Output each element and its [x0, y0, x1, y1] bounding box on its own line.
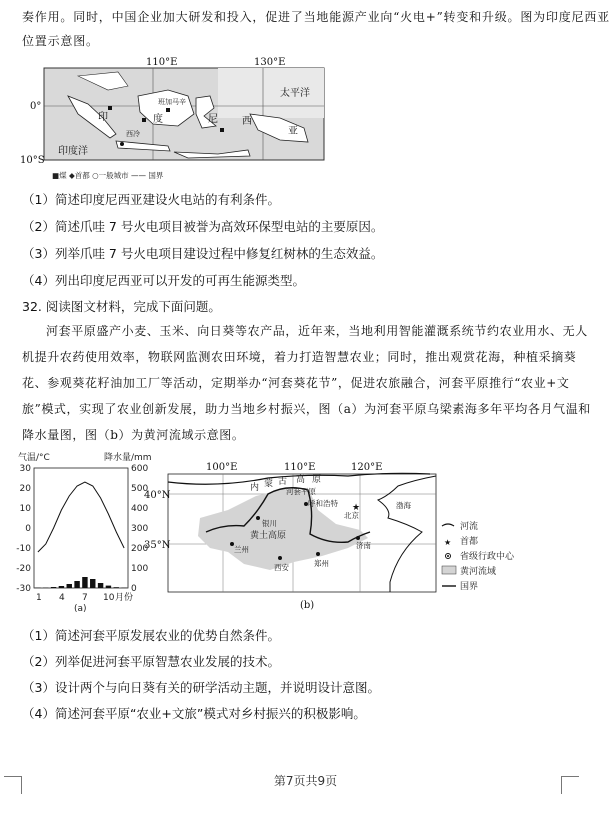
legend-item: 国界: [460, 582, 479, 592]
precip-bar: [59, 586, 64, 588]
page-footer: 第7页共9页: [273, 774, 338, 788]
right-tick-label: 600: [131, 464, 149, 474]
legend-item: 河流: [460, 522, 479, 532]
x-unit: 月份: [115, 593, 134, 603]
q32-item-1: （1）简述河套平原发展农业的优势自然条件。: [22, 628, 280, 643]
q32-paragraph: [22, 318, 592, 448]
left-tick-label: 20: [19, 484, 31, 494]
q32-item-3: （3）设计两个与向日葵有关的研学活动主题，并说明设计意图。: [22, 680, 380, 695]
left-tick-label: -20: [16, 564, 31, 574]
map1-legend: ■煤 ◆首都 ○一般城市 —— 国界: [52, 171, 164, 180]
precip-bar: [67, 584, 72, 588]
map1-city: 西冷: [126, 130, 140, 138]
right-tick-label: 0: [131, 584, 137, 594]
intro-line-1: 奏作用。同时，中国企业加大研发和投入，促进了当地能源产业向“火电+”转变和升级。图为印度尼西亚: [22, 10, 610, 24]
map1-lon1: 110°E: [146, 57, 178, 68]
right-tick-label: 300: [131, 524, 149, 534]
x-tick: 4: [59, 593, 65, 603]
map-b-city: 济南: [356, 541, 371, 550]
map-b-region: 内: [250, 483, 260, 493]
map-b-city: 郑州: [314, 559, 329, 568]
map1-pacific: 太平洋: [280, 88, 310, 99]
map-b-city: 北京: [344, 511, 359, 520]
map-b-sea: 渤海: [396, 501, 411, 510]
map-b-region: 高: [296, 475, 306, 485]
x-tick: 7: [82, 593, 88, 603]
map-b-lon: 110°E: [284, 462, 316, 473]
map1-lat2: 10°S: [20, 155, 45, 166]
map-b-city: 银川: [262, 519, 277, 528]
map-b-region: 蒙: [264, 479, 274, 489]
q31-item-3: （3）列举爪哇 7 号火电项目建设过程中修复红树林的生态效益。: [22, 246, 384, 261]
right-tick-label: 500: [131, 484, 149, 494]
temperature-line: [38, 482, 124, 552]
map-b-legend: [442, 520, 515, 592]
map-b-lon: 120°E: [351, 462, 383, 473]
map1-country-char: 度: [153, 114, 163, 125]
q31-item-4: （4）列出印度尼西亚可以开发的可再生能源类型。: [22, 273, 305, 288]
map-b-region: 河套平原: [286, 487, 316, 496]
x-tick: 10: [103, 593, 115, 603]
figures-area: [18, 452, 598, 612]
map1-country-char: 印: [98, 112, 108, 123]
map-b-lon: 100°E: [206, 462, 238, 473]
map-b-lat: 35°N: [144, 540, 171, 551]
svg-text:★: ★: [352, 503, 361, 513]
left-tick-label: 30: [19, 464, 31, 474]
map1-country-char: 西: [242, 116, 252, 127]
precip-bar: [98, 583, 103, 588]
map-b-lat: 40°N: [144, 490, 171, 501]
chart-a-caption: (a): [74, 604, 87, 614]
right-tick-label: 200: [131, 544, 149, 554]
left-tick-label: -30: [16, 584, 31, 594]
map1-lon2: 130°E: [254, 57, 286, 68]
precip-bar: [51, 587, 56, 588]
map1-city: 班加马辛: [158, 98, 186, 106]
map1-country-char: 亚: [288, 126, 298, 137]
x-tick: 1: [36, 593, 42, 603]
legend-item: 省级行政中心: [460, 552, 515, 562]
precip-bar: [90, 579, 95, 588]
precip-bar: [82, 577, 87, 588]
left-tick-label: -10: [16, 544, 31, 554]
left-tick-label: 10: [19, 504, 31, 514]
map-b-region: 黄土高原: [250, 531, 287, 541]
map1-country-char: 尼: [208, 114, 218, 125]
legend-item: 黄河流域: [460, 567, 497, 577]
q31-item-1: （1）简述印度尼西亚建设火电站的有利条件。: [22, 192, 280, 207]
map-b-region: 古: [278, 477, 288, 487]
q32-item-2: （2）列举促进河套平原智慧农业发展的技术。: [22, 654, 280, 669]
map-b-region: 原: [312, 475, 322, 485]
q32-title: 32. 阅读图文材料，完成下面问题。: [22, 299, 221, 314]
precip-bar: [114, 587, 119, 588]
q31-item-2: （2）简述爪哇 7 号火电项目被誉为高效环保型电站的主要原因。: [22, 219, 384, 234]
precip-bar: [106, 586, 111, 588]
intro-line-2: 位置示意图。: [22, 34, 99, 48]
indonesia-map: [18, 56, 330, 182]
left-tick-label: 0: [25, 524, 31, 534]
map-b-caption: (b): [300, 600, 315, 611]
chart-a-ylabel-left: 气温/°C: [18, 453, 50, 463]
map-b-city: 兰州: [234, 545, 249, 554]
precip-bar: [74, 581, 79, 588]
map1-indian: 印度洋: [58, 146, 88, 157]
svg-text:★: ★: [444, 538, 452, 547]
map-b-city: 呼和浩特: [308, 499, 338, 508]
q32-paragraph-text: 河套平原盛产小麦、玉米、向日葵等农产品，近年来，当地利用智能灌溉系统节约农业用水、无人机提升农药使用效率，物联网监测农田环境，着力打造智慧农业；同时，推出观赏花海，种植采摘葵花、参观葵花籽油加工厂等活动，定期举办“河套葵花节”，促进农旅融合，河套平原推行“农业+文旅”模式，实现了农业创新发展，助力当地乡村振兴，图（a）为河套平原乌梁素海多年平均各月气温和降水量图，图（b）为黄河流域示意图。: [22, 324, 591, 442]
right-tick-label: 400: [131, 504, 149, 514]
yellow-river-map: [144, 462, 436, 611]
climate-chart: [16, 451, 151, 614]
legend-item: 首都: [460, 537, 479, 547]
map1-lat1: 0°: [30, 101, 42, 112]
chart-a-ylabel-right: 降水量/mm: [104, 453, 152, 463]
map-b-city: 西安: [274, 563, 289, 572]
right-tick-label: 100: [131, 564, 149, 574]
q32-item-4: （4）简述河套平原“农业+文旅”模式对乡村振兴的积极影响。: [22, 706, 366, 721]
